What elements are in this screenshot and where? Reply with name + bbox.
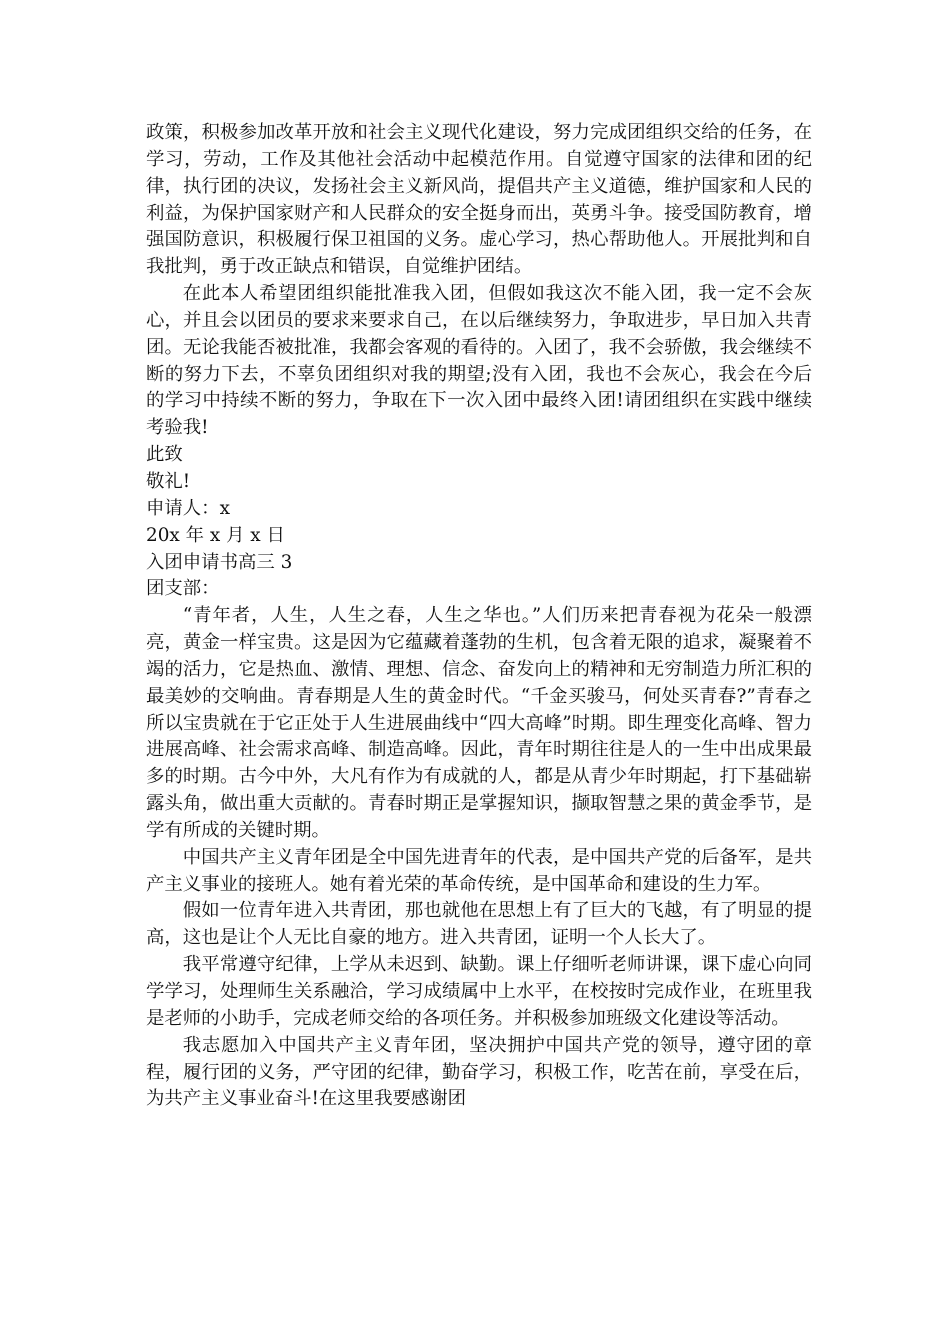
paragraph-hope: 在此本人希望团组织能批准我入团，但假如我这次不能入团，我一定不会灰心，并且会以团员的要求来要求自己，在以后继续努力，争取进步，早日加入共青团。无论我能否被批准，我都会客观的看待的。入团了，我不会骄傲，我会继续不断的努力下去，不辜负团组织对我的期望;没有入团，我也不会灰心，我会在今后的学习中持续不断的努力，争取在下一次入团中最终入团!请团组织在实践中继续考验我! xyxy=(146,283,812,439)
greeting-line: 团支部： xyxy=(146,578,220,600)
closing-salutation: 此致 xyxy=(146,444,183,466)
closing-regards: 敬礼! xyxy=(146,470,191,492)
paragraph-league: 中国共产主义青年团是全中国先进青年的代表，是中国共产党的后备军，是共产主义事业的接班人。她有着光荣的革命传统，是中国革命和建设的生力军。 xyxy=(146,846,812,895)
date-line: 20x 年 x 月 x 日 xyxy=(146,524,285,546)
paragraph-joining: 假如一位青年进入共青团，那也就他在思想上有了巨大的飞越，有了明显的提高，这也是让个人无比自豪的地方。进入共青团，证明一个人长大了。 xyxy=(146,900,812,949)
applicant-line: 申请人：x xyxy=(146,497,230,519)
paragraph-youth: “青年者，人生，人生之春，人生之华也。”人们历来把青春视为花朵一般漂亮，黄金一样宝贵。这是因为它蕴藏着蓬勃的生机，包含着无限的追求，凝聚着不竭的活力，它是热血、激情、理想、信念、奋发向上的精神和无穷制造力所汇积的最美妙的交响曲。青春期是人生的黄金时代。“千金买骏马，何处买青春?”青春之所以宝贵就在于它正处于人生进展曲线中“四大高峰”时期。即生理变化高峰、智力进展高峰、社会需求高峰、制造高峰。因此，青年时期往往是人的一生中出成果最多的时期。古今中外，大凡有作为有成就的人，都是从青少年时期起，打下基础崭露头角，做出重大贡献的。青春时期正是掌握知识，撷取智慧之果的黄金季节，是学有所成的关键时期。 xyxy=(146,605,812,841)
section-heading: 入团申请书高三 3 xyxy=(146,551,293,573)
paragraph-pledge: 我志愿加入中国共产主义青年团，坚决拥护中国共产党的领导，遵守团的章程，履行团的义务，严守团的纪律，勤奋学习，积极工作，吃苦在前，享受在后，为共产主义事业奋斗!在这里我要感谢团 xyxy=(146,1034,812,1110)
paragraph-duties: 政策，积极参加改革开放和社会主义现代化建设，努力完成团组织交给的任务，在学习，劳动，工作及其他社会活动中起模范作用。自觉遵守国家的法律和团的纪律，执行团的决议，发扬社会主义新风尚，提倡共产主义道德，维护国家和人民的利益，为保护国家财产和人民群众的安全挺身而出，英勇斗争。接受国防教育，增强国防意识，积极履行保卫祖国的义务。虚心学习，热心帮助他人。开展批判和自我批判，勇于改正缺点和错误，自觉维护团结。 xyxy=(146,122,812,278)
paragraph-conduct: 我平常遵守纪律，上学从未迟到、缺勤。课上仔细听老师讲课，课下虚心向同学学习，处理师生关系融洽，学习成绩属中上水平，在校按时完成作业，在班里我是老师的小助手，完成老师交给的各项任务。并积极参加班级文化建设等活动。 xyxy=(146,954,812,1029)
document-body xyxy=(146,120,812,1113)
